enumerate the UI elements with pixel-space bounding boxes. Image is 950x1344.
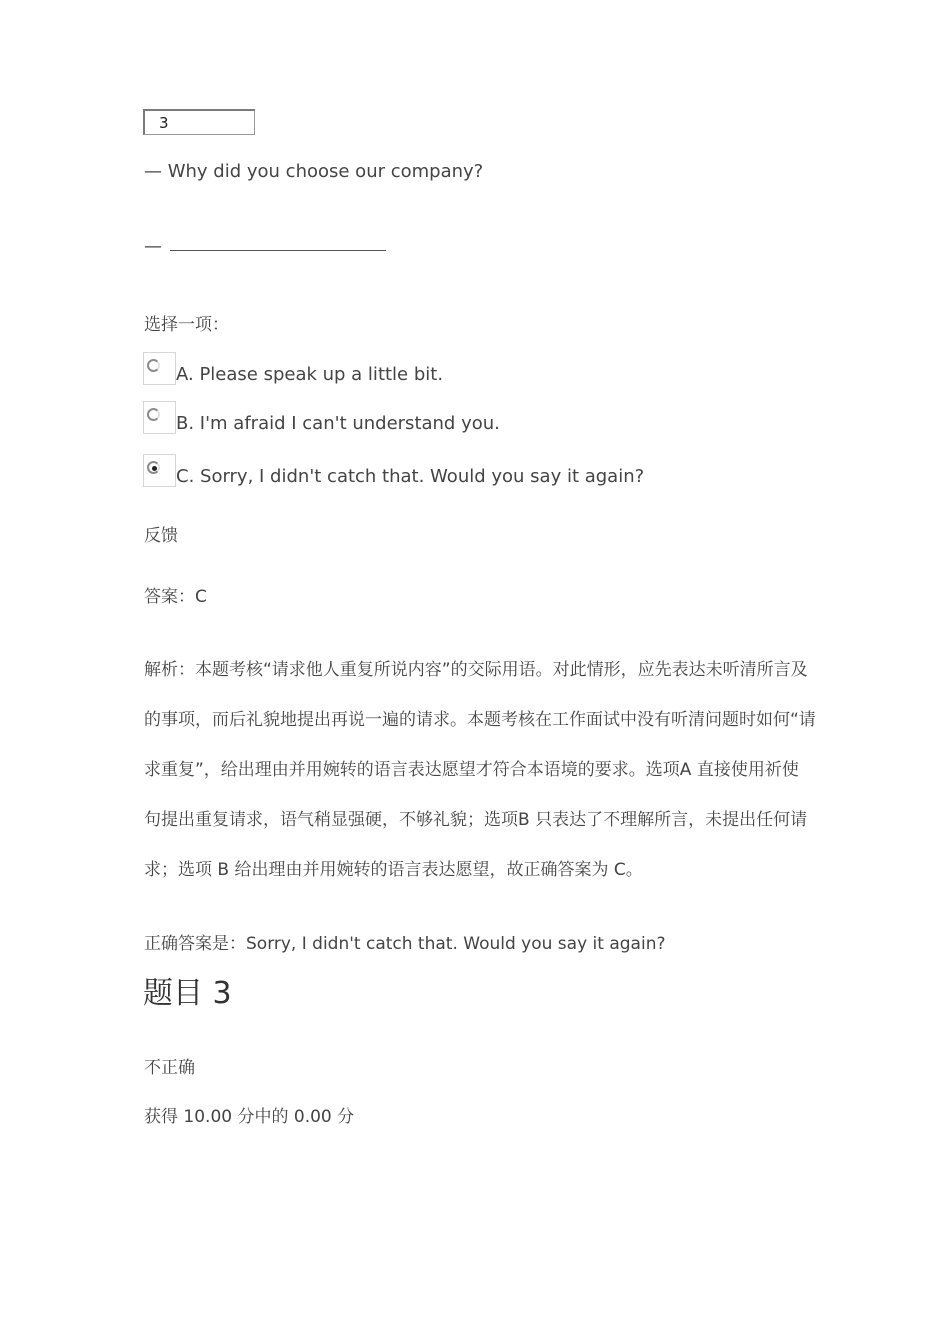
blank-line (170, 249, 370, 251)
dialogue-prompt: — Why did you choose our company? (144, 161, 484, 182)
select-prompt: 选择一项： (144, 315, 229, 335)
feedback-title: 反馈 (144, 526, 178, 546)
radio-option-a[interactable] (143, 352, 176, 385)
analysis-line: 的事项，而后礼貌地提出再说一遍的请求。本题考核在工作面试中没有听清问题时如何“请 (144, 710, 816, 730)
blank-line-tail (370, 249, 386, 251)
question-number-input[interactable]: 3 (143, 109, 255, 135)
analysis-line: 求；选项 B 给出理由并用婉转的语言表达愿望，故正确答案为 C。 (144, 860, 643, 880)
radio-option-c[interactable] (143, 454, 176, 487)
option-c-label: C. Sorry, I didn't catch that. Would you say it again? (176, 466, 645, 487)
answer-dash: — (144, 236, 162, 257)
radio-unchecked-icon (147, 359, 160, 372)
radio-dot (152, 466, 157, 471)
dialogue-answer-blank (144, 236, 386, 257)
feedback-analysis (144, 645, 834, 895)
radio-unchecked-icon (147, 408, 160, 421)
analysis-line: 求重复”，给出理由并用婉转的语言表达愿望才符合本语境的要求。选项A 直接使用祈使 (144, 760, 799, 780)
feedback-answer: 答案：C (144, 587, 207, 607)
correct-answer: 正确答案是：Sorry, I didn't catch that. Would you say it again? (144, 934, 666, 954)
radio-checked-icon (147, 461, 160, 474)
radio-option-b[interactable] (143, 401, 176, 434)
option-b-label: B. I'm afraid I can't understand you. (176, 413, 500, 434)
question-status: 不正确 (144, 1058, 195, 1078)
analysis-line: 句提出重复请求，语气稍显强硬，不够礼貌；选项B 只表达了不理解所言，未提出任何请 (144, 810, 808, 830)
option-a-label: A. Please speak up a little bit. (176, 364, 444, 385)
question-heading: 题目 3 (143, 976, 232, 1011)
question-score: 获得 10.00 分中的 0.00 分 (144, 1107, 355, 1127)
analysis-line: 解析：本题考核“请求他人重复所说内容”的交际用语。对此情形，应先表达未听清所言及 (144, 660, 808, 680)
